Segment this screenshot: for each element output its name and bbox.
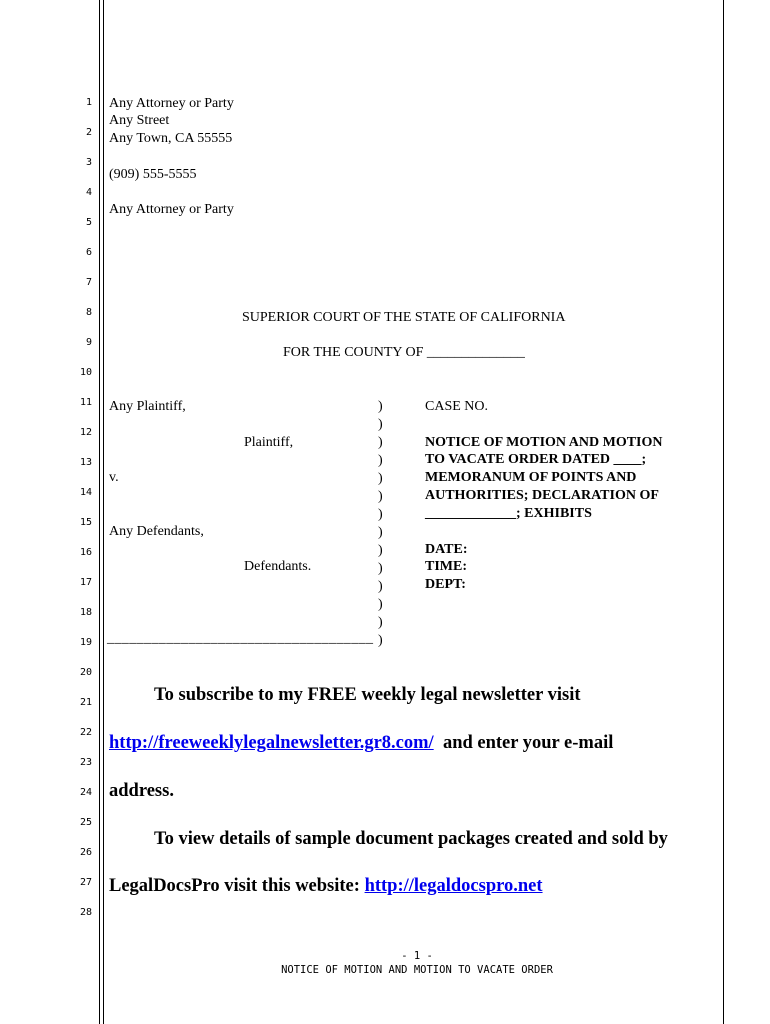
page-number: - 1 - <box>401 950 433 962</box>
caption-paren: ) <box>378 561 383 576</box>
left-margin-rule-inner <box>103 0 104 1024</box>
line-number: 19 <box>79 637 92 648</box>
newsletter-link-suffix: and enter your e-mail <box>442 733 614 753</box>
line-number: 5 <box>85 217 92 228</box>
line-number: 4 <box>85 187 92 198</box>
line-number: 20 <box>79 667 92 678</box>
docs-paragraph-line <box>109 875 543 897</box>
caption-paren: ) <box>378 633 383 648</box>
caption-paren: ) <box>378 489 383 504</box>
caption-paren: ) <box>378 399 383 414</box>
line-number: 1 <box>85 97 92 108</box>
left-margin-rule-outer <box>99 0 100 1024</box>
line-number: 8 <box>85 307 92 318</box>
caption-paren: ) <box>378 507 383 522</box>
line-number: 18 <box>79 607 92 618</box>
line-number: 15 <box>79 517 92 528</box>
line-number: 9 <box>85 337 92 348</box>
line-number: 26 <box>79 847 92 858</box>
document-title-line: MEMORANUM OF POINTS AND <box>425 470 637 485</box>
line-number: 6 <box>85 247 92 258</box>
document-title-line: TO VACATE ORDER DATED ____; <box>425 452 647 467</box>
docs-link-prefix: LegalDocsPro visit this website: <box>109 876 360 896</box>
footer-title: NOTICE OF MOTION AND MOTION TO VACATE ORDER <box>281 964 553 976</box>
line-number: 24 <box>79 787 92 798</box>
line-number: 23 <box>79 757 92 768</box>
defendant-name: Any Defendants, <box>109 524 204 539</box>
line-number: 27 <box>79 877 92 888</box>
versus: v. <box>109 470 119 485</box>
line-number: 22 <box>79 727 92 738</box>
line-number: 10 <box>79 367 92 378</box>
line-number: 17 <box>79 577 92 588</box>
caption-paren: ) <box>378 525 383 540</box>
caption-paren: ) <box>378 615 383 630</box>
caption-paren: ) <box>378 543 383 558</box>
newsletter-paragraph-line: To subscribe to my FREE weekly legal newsletter visit <box>154 685 581 705</box>
line-number: 13 <box>79 457 92 468</box>
line-number: 28 <box>79 907 92 918</box>
hearing-date-label: DATE: <box>425 542 468 557</box>
case-number-label: CASE NO. <box>425 399 489 414</box>
hearing-dept-label: DEPT: <box>425 577 466 592</box>
attorney-phone: (909) 555-5555 <box>109 167 197 182</box>
document-title-line: NOTICE OF MOTION AND MOTION <box>425 435 663 450</box>
line-number: 7 <box>85 277 92 288</box>
attorney-name: Any Attorney or Party <box>109 96 234 111</box>
attorney-for: Any Attorney or Party <box>109 202 234 217</box>
right-margin-rule <box>723 0 724 1024</box>
line-number: 3 <box>85 157 92 168</box>
caption-paren: ) <box>378 597 383 612</box>
document-title-line: _____________; EXHIBITS <box>425 506 592 521</box>
line-number: 25 <box>79 817 92 828</box>
attorney-city: Any Town, CA 55555 <box>109 131 233 146</box>
line-number: 14 <box>79 487 92 498</box>
line-number: 2 <box>85 127 92 138</box>
caption-paren: ) <box>378 417 383 432</box>
caption-paren: ) <box>378 471 383 486</box>
plaintiff-role: Plaintiff, <box>244 435 294 450</box>
court-title: SUPERIOR COURT OF THE STATE OF CALIFORNIA <box>242 310 566 325</box>
plaintiff-name: Any Plaintiff, <box>109 399 186 414</box>
attorney-street: Any Street <box>109 113 170 128</box>
defendant-role: Defendants. <box>244 559 312 574</box>
caption-paren: ) <box>378 453 383 468</box>
hearing-time-label: TIME: <box>425 559 467 574</box>
caption-signature-line: ____________________________________ <box>107 631 374 646</box>
newsletter-paragraph-line: address. <box>109 781 174 801</box>
line-number: 16 <box>79 547 92 558</box>
document-title-line: AUTHORITIES; DECLARATION OF <box>425 488 659 503</box>
newsletter-paragraph-line <box>109 732 613 754</box>
line-number: 11 <box>79 397 92 408</box>
line-number: 21 <box>79 697 92 708</box>
caption-paren: ) <box>378 579 383 594</box>
newsletter-link[interactable]: http://freeweeklylegalnewsletter.gr8.com/ <box>109 733 434 753</box>
docs-paragraph-line: To view details of sample document packages created and sold by <box>154 829 668 849</box>
caption-paren: ) <box>378 435 383 450</box>
court-county: FOR THE COUNTY OF ______________ <box>283 345 525 360</box>
line-number: 12 <box>79 427 92 438</box>
legaldocspro-link[interactable]: http://legaldocspro.net <box>364 876 543 896</box>
